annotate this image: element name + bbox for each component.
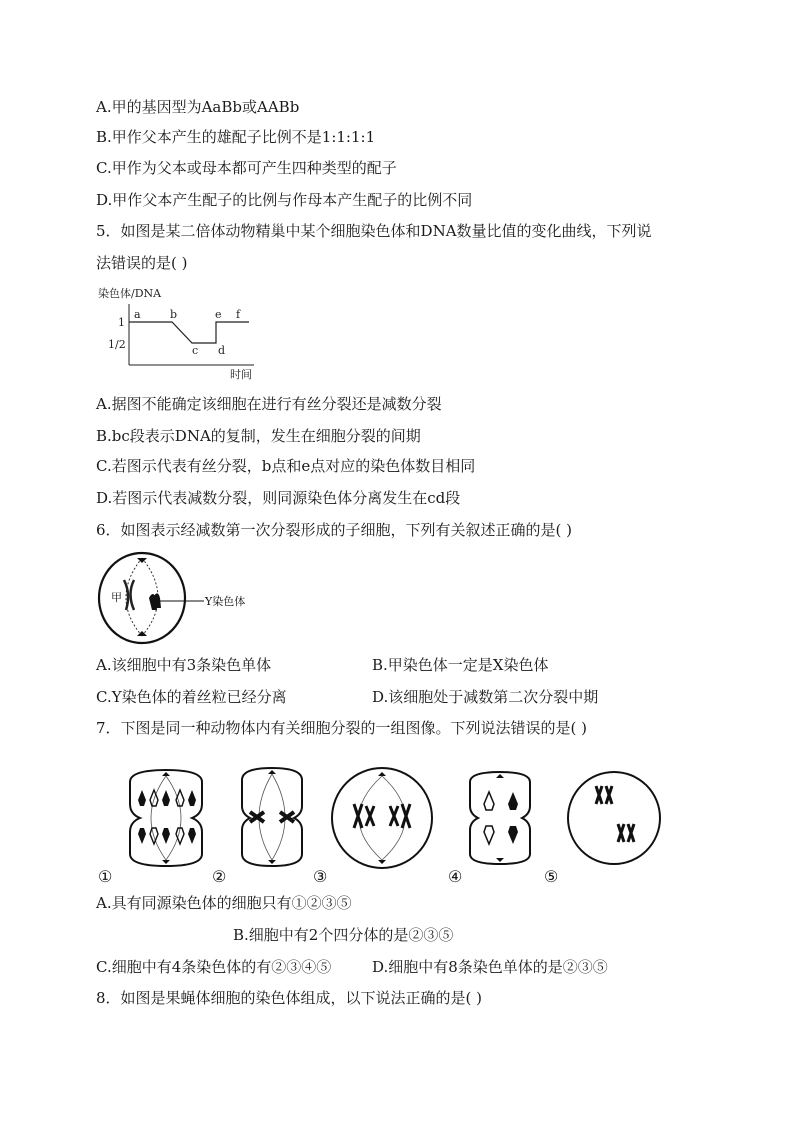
q5-ratio-graph <box>96 282 266 382</box>
figure-label-1: ① <box>98 867 113 886</box>
cell-4 <box>470 772 530 864</box>
figure-label-4: ④ <box>448 867 463 886</box>
figure-label-3: ③ <box>313 867 328 886</box>
q6-option-d: D.该细胞处于减数第二次分裂中期 <box>372 688 599 706</box>
graph-point-f: f <box>236 308 241 321</box>
cell-3 <box>332 768 432 868</box>
q7-stem: 7．下图是同一种动物体内有关细胞分裂的一组图像。下列说法错误的是( ) <box>96 719 588 737</box>
q4-option-a: A.甲的基因型为AaBb或AABb <box>96 98 300 116</box>
q4-option-d: D.甲作父本产生配子的比例与作母本产生配子的比例不同 <box>96 191 473 209</box>
graph-point-a: a <box>134 308 141 321</box>
q5-option-b: B.bc段表示DNA的复制，发生在细胞分裂的间期 <box>96 427 421 445</box>
graph-tick-1: 1 <box>118 316 125 329</box>
label-jia: 甲 <box>111 591 122 604</box>
q7-option-b: B.细胞中有2个四分体的是②③⑤ <box>233 926 454 944</box>
q6-option-b: B.甲染色体一定是X染色体 <box>372 656 549 674</box>
q5-option-c: C.若图示代表有丝分裂，b点和e点对应的染色体数目相同 <box>96 457 476 475</box>
graph-curve <box>129 322 249 343</box>
graph-point-d: d <box>218 344 226 357</box>
graph-y-axis-label: 染色体/DNA <box>98 287 162 300</box>
q7-option-a: A.具有同源染色体的细胞只有①②③⑤ <box>96 894 352 912</box>
label-y-chromosome: Y染色体 <box>205 595 246 608</box>
q7-option-d: D.细胞中有8条染色单体的是②③⑤ <box>372 958 608 976</box>
cell-1 <box>130 770 202 866</box>
q5-option-a: A.据图不能确定该细胞在进行有丝分裂还是减数分裂 <box>96 395 442 413</box>
q4-option-b: B.甲作父本产生的雄配子比例不是1:1:1:1 <box>96 128 376 146</box>
q7-cell-division-figures <box>96 762 686 890</box>
graph-tick-half: 1/2 <box>108 338 126 351</box>
graph-point-c: c <box>192 344 199 357</box>
q6-option-a: A.该细胞中有3条染色单体 <box>96 656 272 674</box>
graph-x-axis-label: 时间 <box>230 368 252 381</box>
figure-label-2: ② <box>212 867 227 886</box>
q4-option-c: C.甲作为父本或母本都可产生四种类型的配子 <box>96 159 397 177</box>
q5-stem-line1: 5．如图是某二倍体动物精巢中某个细胞染色体和DNA数量比值的变化曲线，下列说 <box>96 222 652 240</box>
graph-point-e: e <box>215 308 222 321</box>
q5-option-d: D.若图示代表减数分裂，则同源染色体分离发生在cd段 <box>96 489 461 507</box>
cell-5 <box>568 772 660 864</box>
cell-2 <box>242 768 302 866</box>
q6-cell-diagram <box>96 548 266 648</box>
chromosome-jia-right <box>131 580 135 610</box>
graph-point-b: b <box>170 308 178 321</box>
q6-stem: 6．如图表示经减数第一次分裂形成的子细胞，下列有关叙述正确的是( ) <box>96 521 573 539</box>
q8-stem: 8．如图是果蝇体细胞的染色体组成，以下说法正确的是( ) <box>96 989 483 1007</box>
q6-option-c: C.Y染色体的着丝粒已经分离 <box>96 688 287 706</box>
q5-stem-line2: 法错误的是( ) <box>96 254 188 272</box>
figure-label-5: ⑤ <box>544 867 559 886</box>
q7-option-c: C.细胞中有4条染色体的有②③④⑤ <box>96 958 332 976</box>
